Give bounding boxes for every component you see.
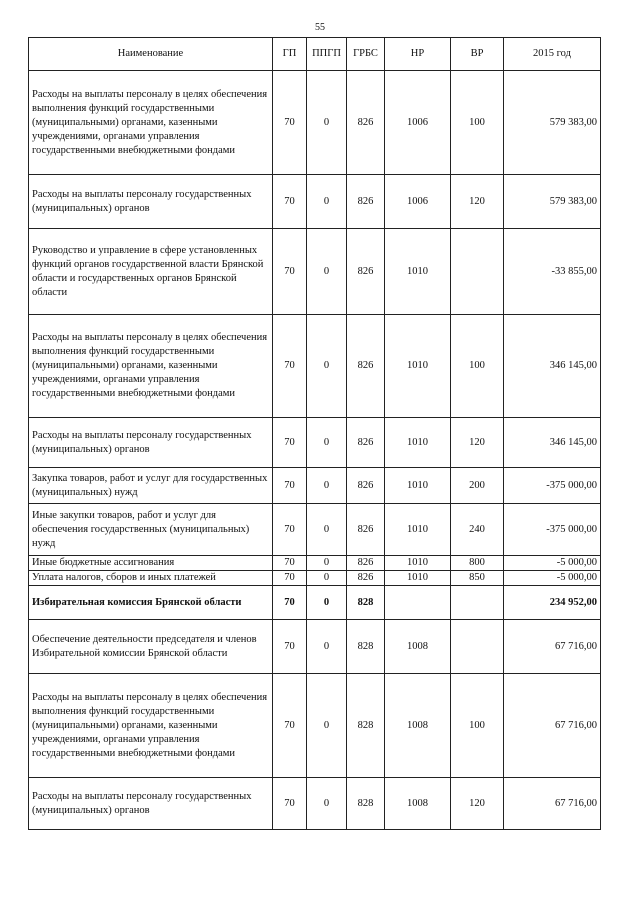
row-name: Иные закупки товаров, работ и услуг для обеспечения государственных (муниципальных) нужд xyxy=(29,504,273,556)
row-grbs: 826 xyxy=(347,71,385,175)
row-ppgp: 0 xyxy=(307,778,347,830)
row-amount: 67 716,00 xyxy=(504,620,601,674)
row-name: Расходы на выплаты персоналу в целях обеспечения выполнения функций государственными (муниципальными) органами, казенными учреждениями, органами управления государственными внебюджетными фондами xyxy=(29,315,273,418)
row-name: Уплата налогов, сборов и иных платежей xyxy=(29,571,273,586)
row-amount: -375 000,00 xyxy=(504,468,601,504)
table-row xyxy=(29,175,601,229)
row-gp: 70 xyxy=(273,674,307,778)
row-grbs: 826 xyxy=(347,556,385,571)
row-ppgp: 0 xyxy=(307,418,347,468)
row-grbs: 828 xyxy=(347,586,385,620)
row-nr: 1006 xyxy=(385,71,451,175)
header-year-2015: 2015 год xyxy=(504,38,601,71)
row-grbs: 828 xyxy=(347,778,385,830)
page-number: 55 xyxy=(315,22,325,33)
row-ppgp: 0 xyxy=(307,504,347,556)
table-row xyxy=(29,620,601,674)
row-grbs: 826 xyxy=(347,571,385,586)
row-vr xyxy=(451,586,504,620)
row-nr xyxy=(385,586,451,620)
row-grbs: 828 xyxy=(347,674,385,778)
header-ppgp: ППГП xyxy=(307,38,347,71)
row-ppgp: 0 xyxy=(307,315,347,418)
row-amount: 234 952,00 xyxy=(504,586,601,620)
row-gp: 70 xyxy=(273,778,307,830)
row-amount: 579 383,00 xyxy=(504,175,601,229)
row-name: Обеспечение деятельности председателя и членов Избирательной комиссии Брянской области xyxy=(29,620,273,674)
row-amount: 67 716,00 xyxy=(504,674,601,778)
table-row xyxy=(29,229,601,315)
row-ppgp: 0 xyxy=(307,586,347,620)
row-grbs: 826 xyxy=(347,504,385,556)
row-vr xyxy=(451,229,504,315)
row-gp: 70 xyxy=(273,571,307,586)
row-nr: 1006 xyxy=(385,175,451,229)
table-row xyxy=(29,556,601,571)
row-amount: -33 855,00 xyxy=(504,229,601,315)
row-ppgp: 0 xyxy=(307,556,347,571)
row-gp: 70 xyxy=(273,315,307,418)
row-nr: 1010 xyxy=(385,468,451,504)
row-gp: 70 xyxy=(273,586,307,620)
table-row xyxy=(29,468,601,504)
row-grbs: 826 xyxy=(347,468,385,504)
row-nr: 1010 xyxy=(385,556,451,571)
table-row xyxy=(29,504,601,556)
header-grbs: ГРБС xyxy=(347,38,385,71)
row-name: Расходы на выплаты персоналу государственных (муниципальных) органов xyxy=(29,418,273,468)
row-name: Руководство и управление в сфере установленных функций органов государственной власти Брянской области и государственных органов Брянской области xyxy=(29,229,273,315)
row-name: Расходы на выплаты персоналу в целях обеспечения выполнения функций государственными (муниципальными) органами, казенными учреждениями, органами управления государственными внебюджетными фондами xyxy=(29,674,273,778)
row-gp: 70 xyxy=(273,620,307,674)
row-ppgp: 0 xyxy=(307,468,347,504)
row-vr: 800 xyxy=(451,556,504,571)
row-amount: 67 716,00 xyxy=(504,778,601,830)
row-gp: 70 xyxy=(273,468,307,504)
row-name: Расходы на выплаты персоналу государственных (муниципальных) органов xyxy=(29,175,273,229)
row-nr: 1008 xyxy=(385,674,451,778)
row-nr: 1008 xyxy=(385,620,451,674)
table-row xyxy=(29,571,601,586)
row-nr: 1010 xyxy=(385,418,451,468)
row-name: Закупка товаров, работ и услуг для государственных (муниципальных) нужд xyxy=(29,468,273,504)
row-amount: -375 000,00 xyxy=(504,504,601,556)
row-name: Избирательная комиссия Брянской области xyxy=(29,586,273,620)
row-name: Иные бюджетные ассигнования xyxy=(29,556,273,571)
row-amount: -5 000,00 xyxy=(504,556,601,571)
header-name: Наименование xyxy=(29,38,273,71)
row-vr: 200 xyxy=(451,468,504,504)
row-gp: 70 xyxy=(273,556,307,571)
row-nr: 1010 xyxy=(385,571,451,586)
row-amount: 346 145,00 xyxy=(504,418,601,468)
row-grbs: 826 xyxy=(347,229,385,315)
table-row xyxy=(29,586,601,620)
row-gp: 70 xyxy=(273,175,307,229)
table-header-row xyxy=(29,38,601,71)
budget-table xyxy=(28,37,601,830)
row-gp: 70 xyxy=(273,418,307,468)
row-grbs: 826 xyxy=(347,175,385,229)
row-vr: 100 xyxy=(451,315,504,418)
table-row xyxy=(29,71,601,175)
row-vr: 120 xyxy=(451,778,504,830)
row-gp: 70 xyxy=(273,71,307,175)
row-nr: 1008 xyxy=(385,778,451,830)
row-gp: 70 xyxy=(273,504,307,556)
table-row xyxy=(29,778,601,830)
header-vr: ВР xyxy=(451,38,504,71)
row-ppgp: 0 xyxy=(307,175,347,229)
row-name: Расходы на выплаты персоналу государственных (муниципальных) органов xyxy=(29,778,273,830)
row-vr: 100 xyxy=(451,674,504,778)
row-grbs: 826 xyxy=(347,315,385,418)
row-nr: 1010 xyxy=(385,504,451,556)
row-ppgp: 0 xyxy=(307,674,347,778)
row-ppgp: 0 xyxy=(307,71,347,175)
row-name: Расходы на выплаты персоналу в целях обеспечения выполнения функций государственными (муниципальными) органами, казенными учреждениями, органами управления государственными внебюджетными фондами xyxy=(29,71,273,175)
row-vr: 240 xyxy=(451,504,504,556)
row-vr: 120 xyxy=(451,175,504,229)
row-vr: 850 xyxy=(451,571,504,586)
header-nr: НР xyxy=(385,38,451,71)
row-vr: 120 xyxy=(451,418,504,468)
row-ppgp: 0 xyxy=(307,620,347,674)
header-gp: ГП xyxy=(273,38,307,71)
row-amount: 346 145,00 xyxy=(504,315,601,418)
row-amount: 579 383,00 xyxy=(504,71,601,175)
row-nr: 1010 xyxy=(385,315,451,418)
table-row xyxy=(29,315,601,418)
row-ppgp: 0 xyxy=(307,571,347,586)
row-grbs: 826 xyxy=(347,418,385,468)
row-nr: 1010 xyxy=(385,229,451,315)
table-row xyxy=(29,418,601,468)
row-gp: 70 xyxy=(273,229,307,315)
row-amount: -5 000,00 xyxy=(504,571,601,586)
table-row xyxy=(29,674,601,778)
row-grbs: 828 xyxy=(347,620,385,674)
row-ppgp: 0 xyxy=(307,229,347,315)
row-vr: 100 xyxy=(451,71,504,175)
row-vr xyxy=(451,620,504,674)
